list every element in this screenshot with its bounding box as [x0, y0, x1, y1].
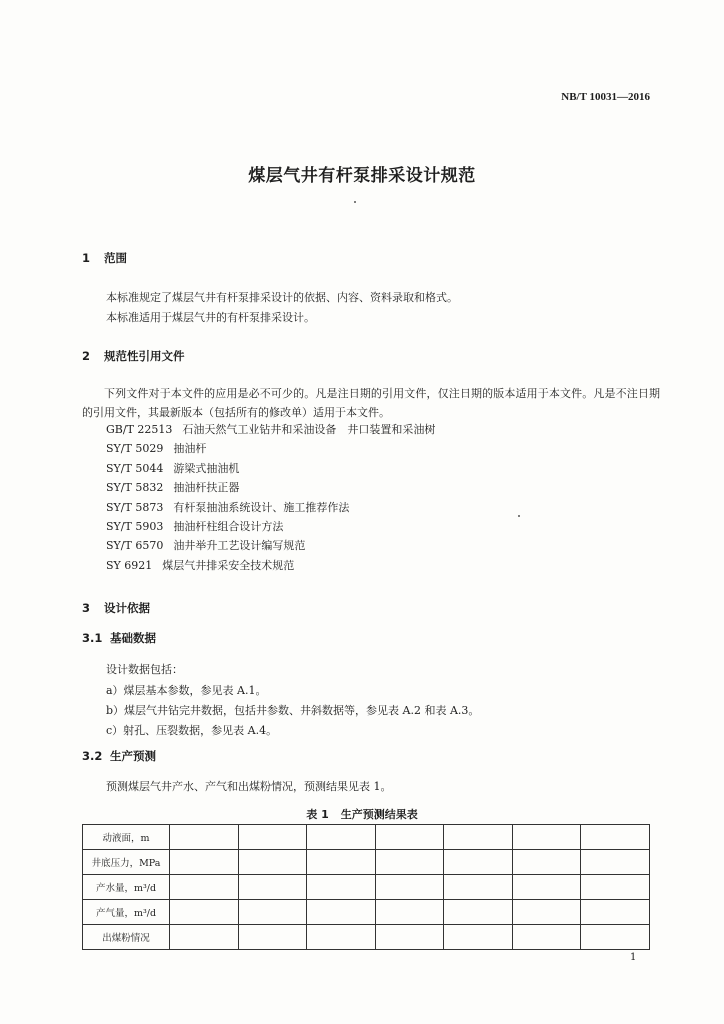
- table-cell: [307, 825, 376, 850]
- table-cell: [238, 925, 307, 950]
- table-cell: [512, 850, 581, 875]
- table-cell: [512, 900, 581, 925]
- table-cell: [375, 825, 444, 850]
- table-number: 表 1: [306, 808, 329, 821]
- reference-code: SY/T 5044: [106, 461, 164, 475]
- section-1-paragraph-1: 本标准规定了煤层气井有杆泵排采设计的依据、内容、资料录取和格式。: [106, 291, 458, 304]
- table-cell: [444, 850, 513, 875]
- reference-title: 抽油杆柱组合设计方法: [173, 519, 284, 533]
- table-cell: [512, 825, 581, 850]
- section-title: 规范性引用文件: [104, 349, 185, 363]
- section-number: 2: [82, 349, 91, 363]
- reference-code: GB/T 22513: [106, 423, 173, 436]
- table-cell: [375, 925, 444, 950]
- section-3-heading: [82, 600, 150, 616]
- design-data-list: [106, 681, 479, 741]
- reference-title: 石油天然气工业钻井和采油设备 井口装置和采油树: [182, 423, 436, 436]
- section-title: 范围: [104, 251, 127, 265]
- standard-number: NB/T 10031—2016: [561, 91, 650, 103]
- table-cell: [581, 925, 650, 950]
- table-cell: [170, 875, 239, 900]
- page-number: 1: [630, 952, 637, 963]
- list-item: c）射孔、压裂数据，参见表 A.4。: [106, 724, 278, 737]
- row-label: 产气量，m³/d: [83, 900, 170, 925]
- reference-item: [106, 478, 435, 497]
- section-3-2-heading: [82, 748, 156, 764]
- table-cell: [307, 850, 376, 875]
- table-cell: [170, 850, 239, 875]
- reference-item: [106, 420, 435, 439]
- section-title: 设计依据: [104, 601, 150, 615]
- reference-title: 抽油杆扶正器: [173, 481, 240, 495]
- reference-title: 抽油杆: [173, 442, 207, 456]
- table-cell: [512, 875, 581, 900]
- row-label: 出煤粉情况: [83, 925, 170, 950]
- table-cell: [238, 825, 307, 850]
- section-title: 基础数据: [110, 631, 156, 645]
- table-cell: [170, 925, 239, 950]
- section-title: 生产预测: [110, 749, 156, 763]
- table-cell: [581, 900, 650, 925]
- section-number: 3: [82, 601, 91, 615]
- section-number: 1: [82, 251, 91, 265]
- section-number: 3.2: [82, 749, 103, 763]
- reference-list: [106, 420, 435, 575]
- document-title: 煤层气井有杆泵排采设计规范: [248, 166, 476, 186]
- table-row: [83, 875, 650, 900]
- table-row: [83, 900, 650, 925]
- table-cell: [512, 925, 581, 950]
- reference-title: 油井举升工艺设计编写规范: [173, 539, 306, 553]
- reference-item: [106, 556, 435, 575]
- table-cell: [444, 900, 513, 925]
- table-cell: [444, 925, 513, 950]
- list-item: a）煤层基本参数，参见表 A.1。: [106, 684, 267, 697]
- section-2-intro: 下列文件对于本文件的应用是必不可少的。凡是注日期的引用文件，仅注日期的版本适用于本文件。凡是不注日期的引用文件，其最新版本（包括所有的修改单）适用于本文件。: [82, 387, 660, 419]
- reference-item: [106, 498, 435, 517]
- table-row: [83, 850, 650, 875]
- reference-item: [106, 439, 435, 458]
- scan-speck: [354, 201, 356, 203]
- scan-speck: [518, 515, 520, 517]
- section-2-heading: [82, 348, 185, 364]
- reference-item: [106, 536, 435, 555]
- table-cell: [238, 900, 307, 925]
- row-label: 井底压力，MPa: [83, 850, 170, 875]
- table-caption: [0, 806, 724, 822]
- section-1-paragraph-2: 本标准适用于煤层气井的有杆泵排采设计。: [106, 311, 315, 324]
- section-3-1-intro: 设计数据包括：: [106, 663, 183, 676]
- table-cell: [375, 850, 444, 875]
- table-cell: [238, 875, 307, 900]
- table-cell: [581, 850, 650, 875]
- section-3-1-heading: [82, 630, 156, 646]
- table-cell: [444, 875, 513, 900]
- reference-code: SY 6921: [106, 558, 153, 572]
- table-title: 生产预测结果表: [340, 808, 418, 821]
- table-cell: [170, 825, 239, 850]
- table-cell: [375, 875, 444, 900]
- reference-code: SY/T 5832: [106, 481, 164, 495]
- reference-title: 有杆泵抽油系统设计、施工推荐作法: [173, 500, 350, 514]
- section-number: 3.1: [82, 631, 103, 645]
- row-label: 产水量，m³/d: [83, 875, 170, 900]
- table-cell: [307, 875, 376, 900]
- section-1-heading: [82, 250, 127, 266]
- table-cell: [238, 850, 307, 875]
- production-forecast-table: [82, 824, 650, 950]
- row-label: 动液面，m: [83, 825, 170, 850]
- reference-code: SY/T 5903: [106, 519, 164, 533]
- table-cell: [307, 925, 376, 950]
- reference-item: [106, 459, 435, 478]
- table-cell: [307, 900, 376, 925]
- reference-code: SY/T 5873: [106, 500, 164, 514]
- table-row: [83, 925, 650, 950]
- reference-code: SY/T 6570: [106, 539, 164, 553]
- reference-title: 煤层气井排采安全技术规范: [162, 558, 295, 572]
- reference-title: 游梁式抽油机: [173, 461, 240, 475]
- reference-code: SY/T 5029: [106, 442, 164, 456]
- list-item: b）煤层气井钻完井数据，包括井参数、井斜数据等，参见表 A.2 和表 A.3。: [106, 704, 480, 717]
- reference-item: [106, 517, 435, 536]
- section-3-2-paragraph: 预测煤层气井产水、产气和出煤粉情况，预测结果见表 1。: [106, 780, 392, 793]
- table-cell: [444, 825, 513, 850]
- table-cell: [375, 900, 444, 925]
- table-cell: [581, 875, 650, 900]
- table-cell: [581, 825, 650, 850]
- table-row: [83, 825, 650, 850]
- table-cell: [170, 900, 239, 925]
